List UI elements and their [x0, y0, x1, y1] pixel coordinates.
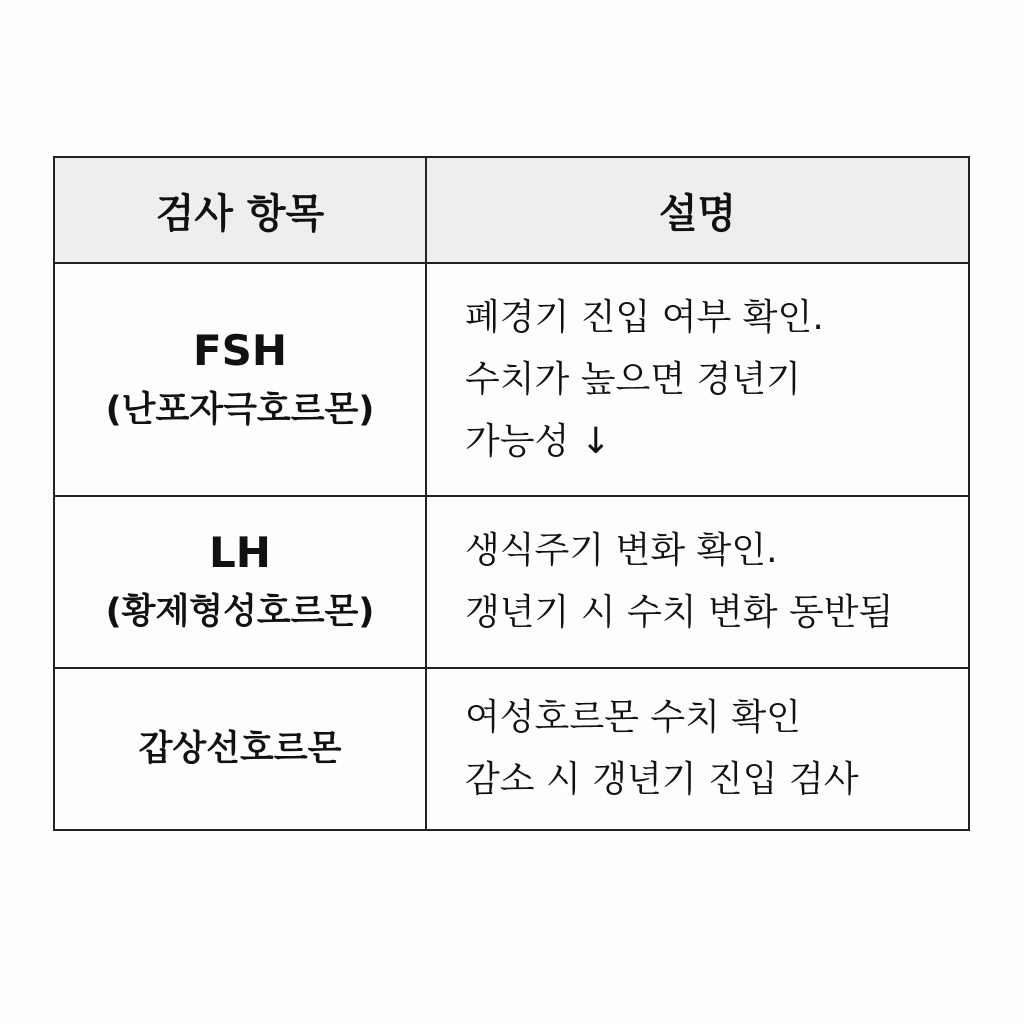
row-description-line: 폐경기 진입 여부 확인. — [465, 296, 824, 338]
row-description-cell — [427, 669, 968, 829]
row-item-name: FSH — [192, 325, 288, 375]
row-item-subtitle: (황제형성호르몬) — [105, 592, 375, 632]
row-item-cell — [55, 264, 427, 497]
hormone-test-table — [53, 156, 970, 831]
row-item-cell — [55, 497, 427, 669]
row-description-line: 감소 시 갱년기 진입 검사 — [465, 759, 859, 800]
row-description-line: 여성호르몬 수치 확인 — [465, 697, 801, 738]
row-description-line: 갱년기 시 수치 변화 동반됨 — [465, 592, 894, 633]
row-item-name: 갑상선호르몬 — [138, 729, 342, 769]
row-item-subtitle: (난포자극호르몬) — [105, 389, 375, 430]
row-item-name: LH — [209, 528, 271, 577]
row-description-cell — [427, 264, 968, 497]
header-description: 설명 — [427, 158, 968, 264]
header-test-item: 검사 항목 — [55, 158, 427, 264]
row-description-line: 생식주기 변화 확인. — [465, 530, 778, 571]
row-description-line: 가능성 ↓ — [465, 420, 611, 462]
row-description-cell — [427, 497, 968, 669]
row-description-line: 수치가 높으면 경년기 — [465, 358, 801, 400]
row-item-cell — [55, 669, 427, 829]
